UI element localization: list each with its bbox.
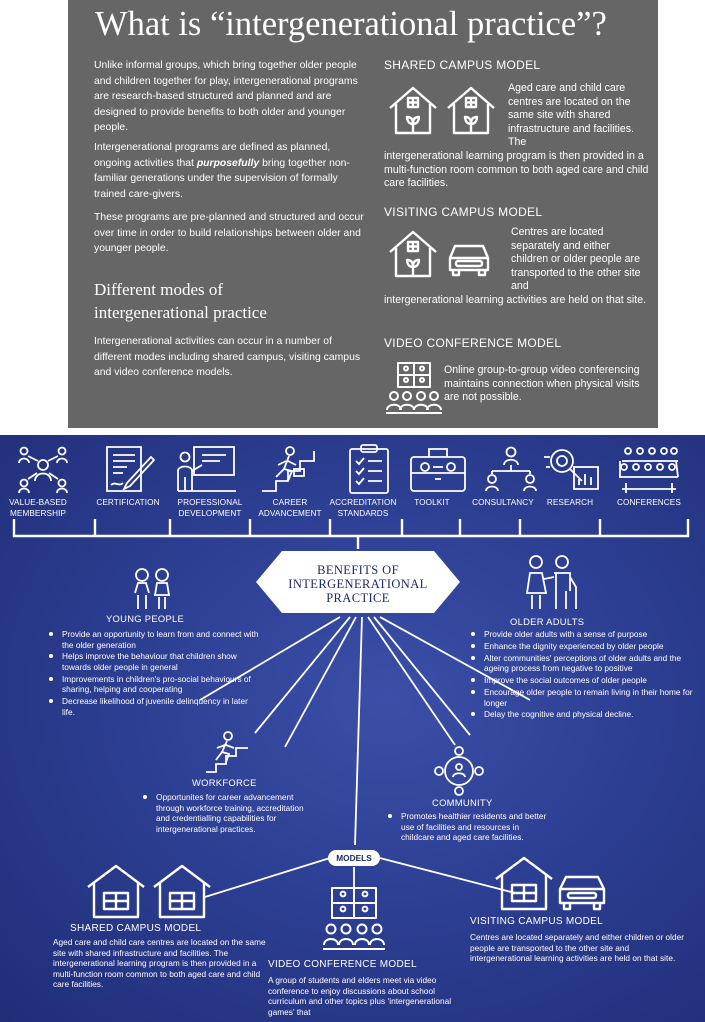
older-adults-list [470,629,698,721]
certificate-pen-icon [97,443,163,495]
toolbox-icon [405,443,471,495]
visiting-campus-model-text: Centres are located separately and either children or older people are transported to the other site and intergenerational learning activities are held on that site. [470,932,684,963]
list-item: Helps improve the behaviour that children show towards older people in general [48,651,260,672]
workforce-list [142,792,314,835]
visiting-campus-model-heading: VISITING CAMPUS MODEL [470,916,603,927]
building-and-car-icon [494,855,614,913]
list-item: Encourage older people to remain living in their home for longer [470,687,698,708]
community-heading: COMMUNITY [432,797,493,808]
video-conference-icon [384,360,444,418]
benefits-banner: BENEFITS OF INTERGENERATIONAL PRACTICE [288,563,428,605]
page-title: What is “intergenerational practice”? [95,5,607,43]
label-toolkit: TOOLKIT [414,498,450,507]
label-accreditation-standards: ACCREDITATION STANDARDS [329,498,397,518]
video-conference-text: Online group-to-group video conferencing maintains connection when physical visits are not possible. [444,364,640,404]
benefits-infographic [0,435,705,1022]
teacher-board-icon [174,443,240,495]
video-conference-heading: VIDEO CONFERENCE MODEL [384,336,562,350]
climbing-stairs-icon [258,443,324,495]
definition-paragraph: Intergenerational programs are defined as planned, ongoing activities that purposefully bring together non-familiar generations under the supervision of formally trained care-givers. [94,142,350,200]
shared-campus-text: Aged care and child care centres are located on the same site with shared infrastructure and facilities. The [508,82,635,149]
list-item: Decrease likelihood of juvenile delinquency in later life. [48,696,260,717]
models-label: MODELS [328,850,380,866]
list-item: Alter communities' perceptions of older adults and the ageing process from negative to positive [470,653,698,674]
label-value-based-membership: VALUE-BASED MEMBERSHIP [9,498,67,518]
visiting-campus-text-cont: intergenerational learning activities are held on that site. [384,294,647,306]
list-item: Improve the social outcomes of older people [470,675,698,686]
workforce-heading: WORKFORCE [192,777,257,788]
people-hierarchy-icon [478,443,544,495]
list-item: Provide older adults with a sense of purpose [470,629,698,640]
young-people-heading: YOUNG PEOPLE [106,613,185,624]
label-research: RESEARCH [546,498,594,507]
video-conference-model-heading: VIDEO CONFERENCE MODEL [268,959,417,970]
modes-heading: Different modes of intergenerational practice [94,280,267,322]
magnifier-chart-icon [538,443,604,495]
list-item: Improvements in children's pro-social behaviours of sharing, helping and cooperating [48,674,260,695]
community-list [387,811,547,844]
list-item: Provide an opportunity to learn from and connect with the older generation [48,629,260,650]
older-adults-heading: OLDER ADULTS [510,616,585,627]
audience-icon [616,443,682,495]
shared-campus-model-heading: SHARED CAMPUS MODEL [70,923,202,934]
list-item: Opportunites for career advancement through workforce training, accreditation and credentialling capabilities for intergenerational practices. [142,792,314,834]
shared-campus-heading: SHARED CAMPUS MODEL [384,58,541,72]
intro-panel [68,0,658,428]
list-item: Promotes healthier residents and better use of facilities and resources in childcare and aged care facilities. [387,811,547,843]
modes-paragraph: Intergenerational activities can occur in a number of different modes including shared campus, visiting campus and video conference models. [94,336,361,379]
intro-paragraph: Unlike informal groups, which bring together older people and children together for play, intergenerational programs are research-based structured and planned and are designed to provide benefits to both older and younger people. [94,60,358,134]
house-and-car-icon [388,228,496,278]
visiting-campus-heading: VISITING CAMPUS MODEL [384,205,543,219]
visiting-campus-text: Centres are located separately and either children or older people are transported to the other site and [511,226,641,293]
structure-paragraph: These programs are pre-planned and structured and occur over time in order to build relationships between older and younger people. [94,212,364,255]
video-conference-model-text: A group of students and elders meet via video conference to enjoy discussions about school curriculum and other topics plus ‘intergenerational games’ that [268,975,452,1017]
video-conference-group-icon [322,885,386,953]
label-career-advancement: CAREER ADVANCEMENT [258,498,322,518]
members-network-icon [10,443,76,495]
shared-campus-text-cont: intergenerational learning program is then provided in a multi-function room common to both aged care and child care facilities. [384,150,649,190]
checklist-icon [336,443,402,495]
elderly-couple-icon [514,553,586,611]
label-consultancy: CONSULTANCY [472,498,534,507]
two-buildings-icon [86,863,214,921]
label-certification: CERTIFICATION [96,498,160,507]
label-conferences: CONFERENCES [617,498,681,507]
list-item: Delay the cognitive and physical decline. [470,709,698,720]
two-houses-icon [386,84,502,136]
list-item: Enhance the dignity experienced by older people [470,641,698,652]
community-icon [428,745,490,797]
workforce-stairs-icon [204,730,252,774]
label-professional-development: PROFESSIONAL DEVELOPMENT [177,498,243,518]
young-people-list [48,629,260,719]
shared-campus-model-text: Aged care and child care centres are located on the same site with shared infrastructure and facilities. The intergenerational learning program is then provided in a multi-function room common to both aged care and child care facilities. [53,937,266,989]
children-icon [128,567,176,611]
